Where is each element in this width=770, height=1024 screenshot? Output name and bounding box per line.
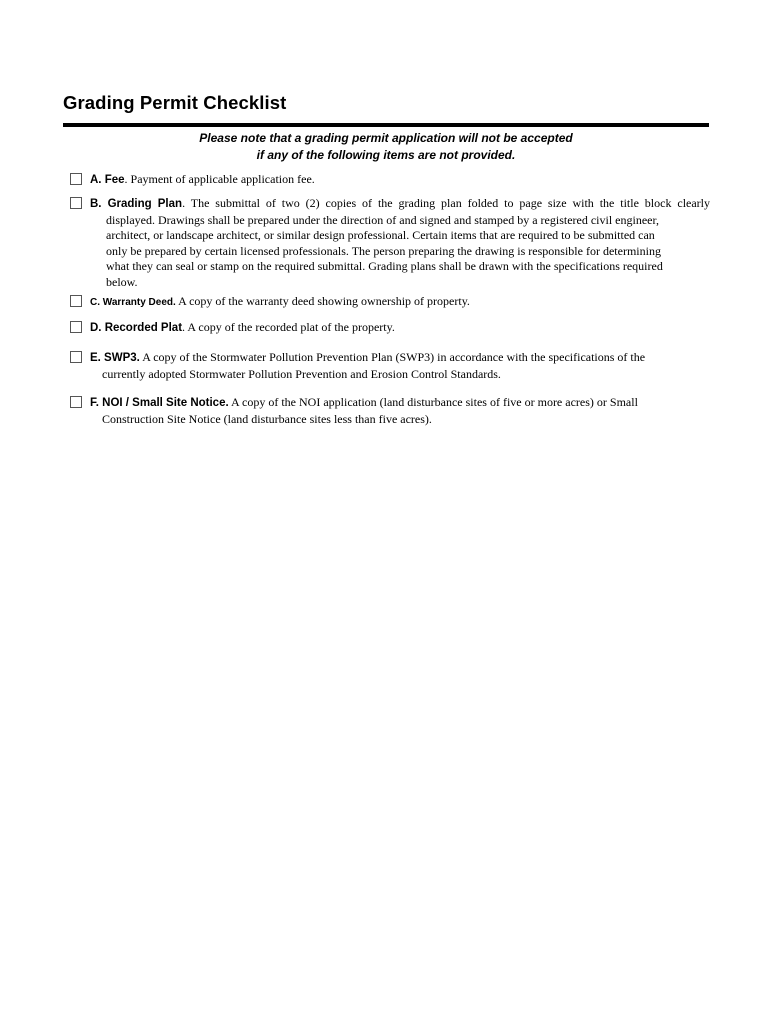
item-description-line: architect, or landscape architect, or similar design professional. Certain items that are required to be submitted can: [106, 228, 655, 242]
item-label: D. Recorded Plat: [90, 322, 183, 334]
item-label: A. Fee: [90, 174, 125, 186]
item-label: E. SWP3.: [90, 352, 140, 364]
item-label: C. Warranty Deed.: [90, 297, 176, 308]
item-description-line: only be prepared by certain licensed professionals. The person preparing the drawing is responsible for determining: [106, 243, 661, 258]
item-label: F. NOI / Small Site Notice.: [90, 397, 229, 409]
item-text: [90, 395, 710, 427]
checkbox-noi[interactable]: [70, 396, 82, 408]
item-label: B. Grading Plan: [90, 198, 183, 210]
item-description: A copy of the Stormwater Pollution Prevention Plan (SWP3) in accordance with the specifications of the: [139, 350, 646, 364]
item-description-line: currently adopted Stormwater Pollution Prevention and Erosion Control Standards.: [102, 366, 501, 381]
checkbox-fee[interactable]: [70, 173, 82, 185]
checkbox-swp3[interactable]: [70, 351, 82, 363]
item-description: A copy of the NOI application (land disturbance sites of five or more acres) or Small: [228, 395, 638, 409]
item-description-line: below.: [106, 274, 138, 289]
notice-line-1: Please note that a grading permit application will not be accepted: [199, 131, 573, 145]
checkbox-recorded-plat[interactable]: [70, 321, 82, 333]
title-divider: [63, 123, 709, 127]
item-description-line: Construction Site Notice (land disturbance sites less than five acres).: [102, 411, 432, 426]
checkbox-warranty-deed[interactable]: [70, 295, 82, 307]
checkbox-grading-plan[interactable]: [70, 197, 82, 209]
notice-line-2: if any of the following items are not provided.: [256, 148, 516, 162]
item-description: A copy of the warranty deed showing ownership of property.: [175, 294, 470, 308]
page-title: Grading Permit Checklist: [63, 92, 287, 113]
item-text: [90, 196, 710, 290]
item-description: . A copy of the recorded plat of the property.: [182, 320, 395, 334]
item-description: . Payment of applicable application fee.: [124, 172, 315, 186]
item-text: [90, 172, 710, 189]
item-description: . The submittal of two (2) copies of the grading plan folded to page size with the title block clearly: [182, 196, 711, 210]
item-text: [90, 350, 710, 382]
item-text: [90, 320, 710, 337]
notice-text: [63, 130, 709, 164]
item-text: [90, 294, 710, 311]
item-description-line: what they can seal or stamp on the required submittal. Grading plans shall be drawn with the specifications required: [106, 259, 663, 273]
item-description-line: displayed. Drawings shall be prepared under the direction of and signed and stamped by a registered civil engineer,: [106, 212, 660, 227]
